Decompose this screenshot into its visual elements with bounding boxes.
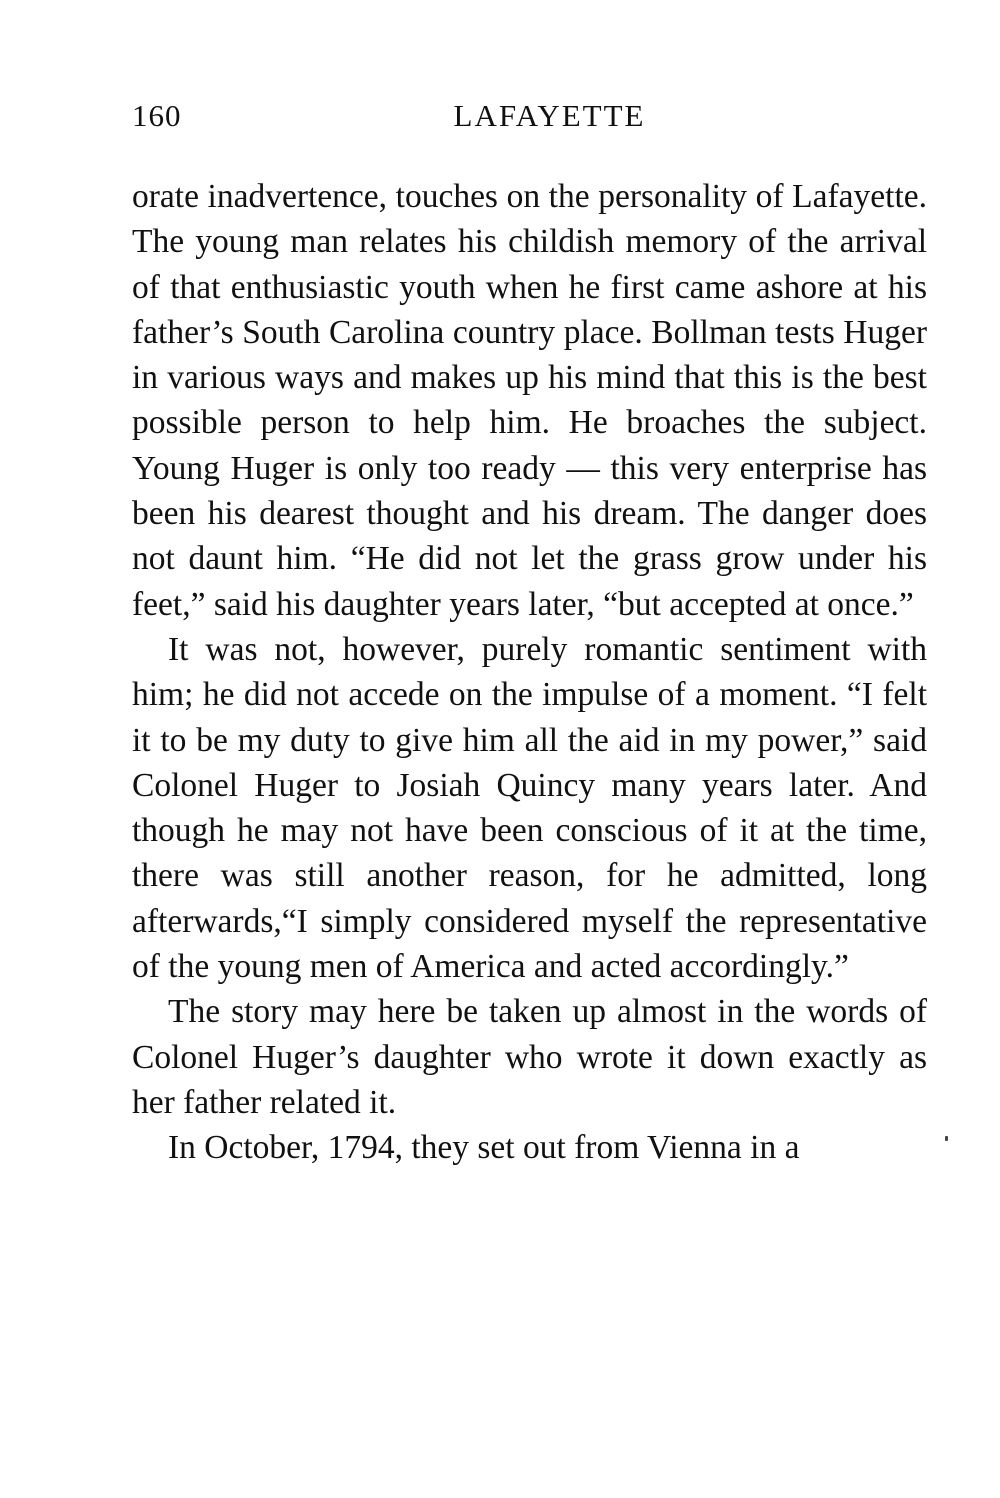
paragraph-3: The story may here be taken up almost in the words of Colonel Huger’s daughter who wrote it down exactly as her father related it. [132, 993, 927, 1121]
running-title: LAFAYETTE [453, 98, 646, 133]
running-head [132, 96, 927, 136]
body-text [132, 174, 927, 1171]
paragraph-4: In October, 1794, they set out from Vienna in a [168, 1129, 800, 1167]
paragraph-1: orate inadvertence, touches on the personality of Lafayette. The young man relates his childish memory of the arrival of that enthusiastic youth when he first came ashore at his father’s South Carolina country place. Bollman tests Huger in various ways and makes up his mind that this is the best possible person to help him. He broaches the subject. Young Huger is only too ready — this very enterprise has been his dearest thought and his dream. The danger does not daunt him. “He did not let the grass grow under his feet,” said his daughter years later, “but accepted at once.” [132, 178, 927, 623]
ink-speck [945, 1136, 948, 1141]
paragraph-2: It was not, however, purely romantic sentiment with him; he did not accede on the impulse of a moment. “I felt it to be my duty to give him all the aid in my power,” said Colonel Huger to Josiah Quincy many years later. And though he may not have been conscious of it at the time, there was still another reason, for he admitted, long afterwards,“I simply considered myself the representative of the young men of America and acted accordingly.” [132, 630, 927, 986]
page-number: 160 [132, 98, 182, 133]
